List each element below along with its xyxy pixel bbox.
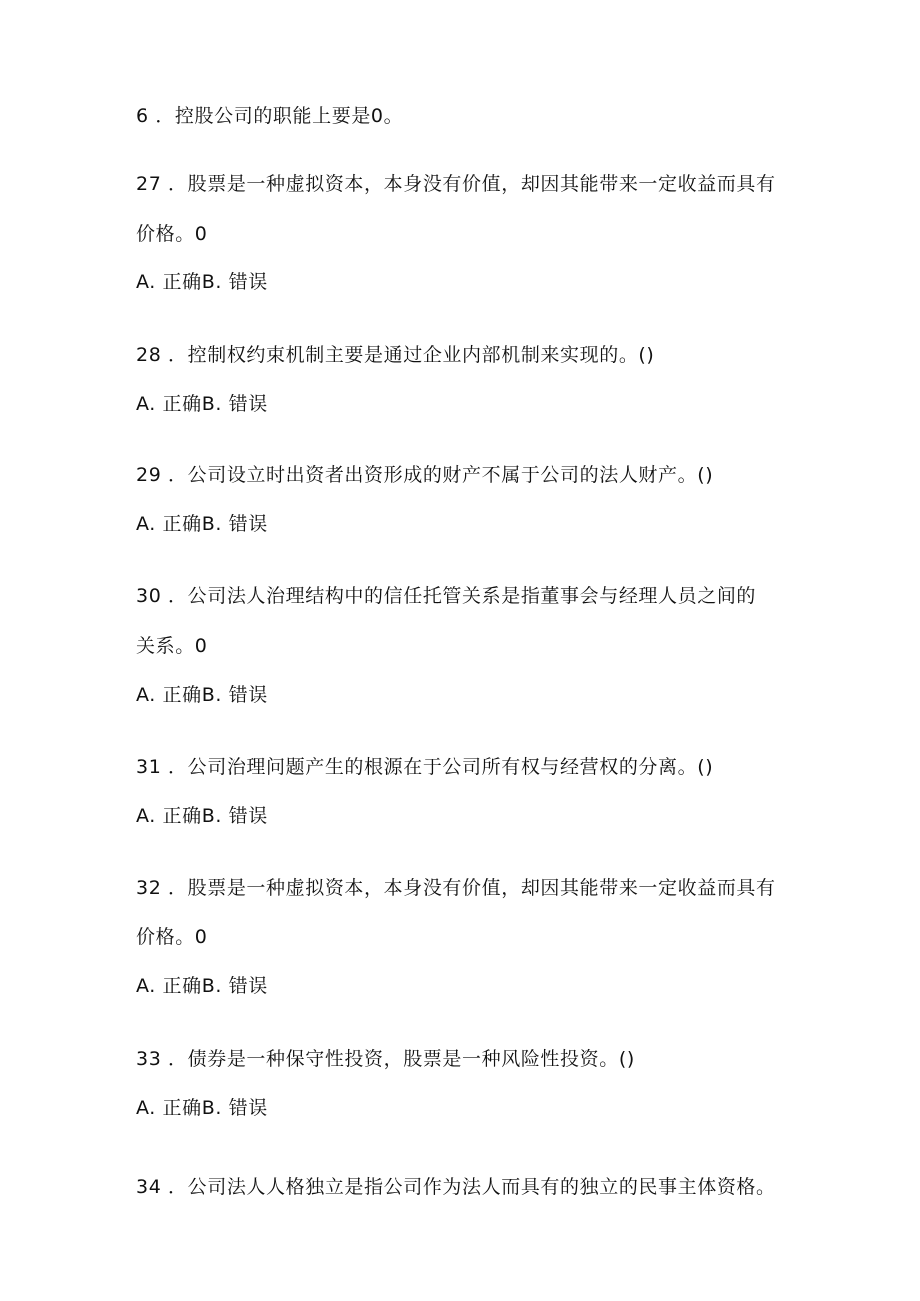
question-33-text: 33 ．债券是一种保守性投资，股票是一种风险性投资。() — [136, 1048, 635, 1070]
question-32-text: 32 ．股票是一种虚拟资本，本身没有价值，却因其能带来一定收益而具有 — [136, 877, 776, 899]
question-28-text: 28 ．控制权约束机制主要是通过企业内部机制来实现的。() — [136, 344, 655, 366]
question-29-options: A. 正确B. 错误 — [136, 513, 268, 535]
question-27-continuation: 价格。0 — [136, 223, 208, 245]
question-32-continuation: 价格。0 — [136, 926, 208, 948]
question-27-options: A. 正确B. 错误 — [136, 271, 268, 293]
question-31-options: A. 正确B. 错误 — [136, 805, 268, 827]
question-33-options: A. 正确B. 错误 — [136, 1097, 268, 1119]
question-6-text: 6 ．控股公司的职能上要是0。 — [136, 105, 404, 127]
question-34-text: 34 ．公司法人人格独立是指公司作为法人而具有的独立的民事主体资格。 — [136, 1176, 776, 1198]
question-27-text: 27 ．股票是一种虚拟资本，本身没有价值，却因其能带来一定收益而具有 — [136, 173, 776, 195]
question-30-options: A. 正确B. 错误 — [136, 684, 268, 706]
question-31-text: 31 ．公司治理问题产生的根源在于公司所有权与经营权的分离。() — [136, 756, 714, 778]
question-32-options: A. 正确B. 错误 — [136, 975, 268, 997]
question-30-text: 30 ．公司法人治理结构中的信任托管关系是指董事会与经理人员之间的 — [136, 585, 757, 607]
question-29-text: 29 ．公司设立时出资者出资形成的财产不属于公司的法人财产。() — [136, 464, 714, 486]
question-30-continuation: 关系。0 — [136, 635, 208, 657]
question-28-options: A. 正确B. 错误 — [136, 393, 268, 415]
